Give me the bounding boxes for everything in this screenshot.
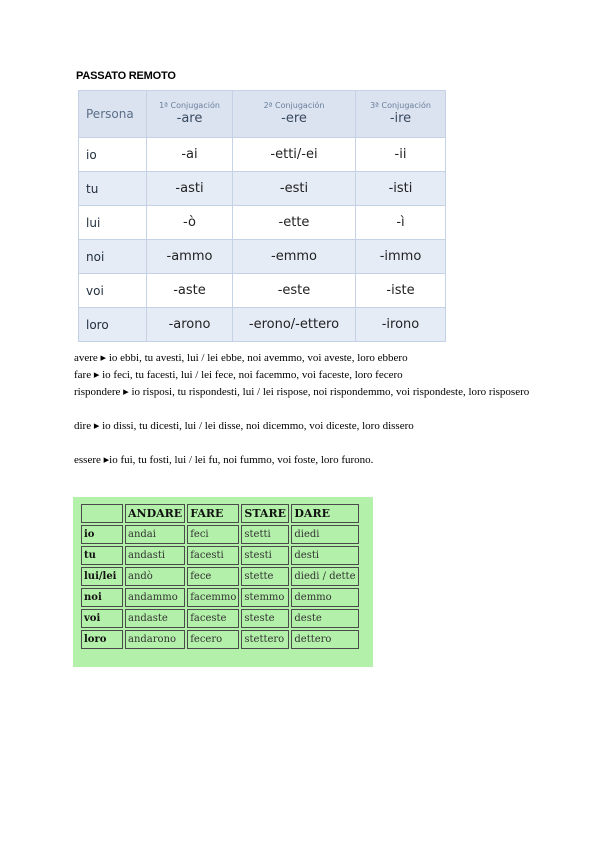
ending-cell: -iste [356, 274, 446, 308]
ending-cell: -arono [147, 308, 233, 342]
conjugation-table [78, 90, 446, 342]
conjugation-column-header [233, 91, 356, 138]
ending-cell: -emmo [233, 240, 356, 274]
table-row [79, 308, 446, 342]
table-row [81, 546, 359, 565]
form-cell: stettero [241, 630, 289, 649]
table-row [81, 588, 359, 607]
form-cell: fece [187, 567, 239, 586]
person-cell: tu [81, 546, 123, 565]
form-cell: steste [241, 609, 289, 628]
form-cell: facesti [187, 546, 239, 565]
form-cell: andò [125, 567, 185, 586]
table-row [79, 274, 446, 308]
verb-example-rispondere: rispondere ▸ io risposi, tu rispondesti, lui / lei rispose, noi rispondemmo, voi rispondeste, loro risposero [74, 386, 530, 398]
person-cell: lui/lei [81, 567, 123, 586]
person-cell: io [81, 525, 123, 544]
form-cell: andai [125, 525, 185, 544]
conjugation-column-header [147, 91, 233, 138]
table-row [79, 240, 446, 274]
form-cell: dettero [291, 630, 358, 649]
verb-examples [74, 350, 544, 469]
ending-cell: -isti [356, 172, 446, 206]
ending-cell: -esti [233, 172, 356, 206]
header-cell [81, 504, 123, 523]
header-cell: STARE [241, 504, 289, 523]
ending-cell: -ì [356, 206, 446, 240]
ending-cell: -irono [356, 308, 446, 342]
ending-cell: -este [233, 274, 356, 308]
ending-cell: -ette [233, 206, 356, 240]
form-cell: demmo [291, 588, 358, 607]
conjugation-label: 3ª Conjugación [370, 101, 431, 110]
form-cell: andaste [125, 609, 185, 628]
verb-example-essere: essere ▸io fui, tu fosti, lui / lei fu, noi fummo, voi foste, loro furono. [74, 454, 374, 466]
person-cell: loro [79, 308, 147, 342]
persona-header: Persona [79, 91, 147, 138]
form-cell: diedi [291, 525, 358, 544]
ending-cell: -ai [147, 138, 233, 172]
ending-cell: -ii [356, 138, 446, 172]
conjugation-label: 1ª Conjugación [159, 101, 220, 110]
form-cell: fecero [187, 630, 239, 649]
conjugation-ending: -ire [389, 111, 412, 126]
form-cell: deste [291, 609, 358, 628]
irregular-header-row [81, 504, 359, 523]
person-cell: lui [79, 206, 147, 240]
form-cell: feci [187, 525, 239, 544]
table-row [81, 630, 359, 649]
header-cell: DARE [291, 504, 358, 523]
conjugation-header-row [79, 91, 446, 138]
verb-example-avere: avere ▸ io ebbi, tu avesti, lui / lei ebbe, noi avemmo, voi aveste, loro ebbero [74, 352, 408, 364]
form-cell: stetti [241, 525, 289, 544]
conjugation-ending: -are [176, 111, 203, 126]
form-cell: stesti [241, 546, 289, 565]
irregular-verbs-table [79, 502, 361, 651]
person-cell: tu [79, 172, 147, 206]
table-row [79, 206, 446, 240]
ending-cell: -etti/-ei [233, 138, 356, 172]
person-cell: noi [81, 588, 123, 607]
ending-cell: -ò [147, 206, 233, 240]
conjugation-column-header [356, 91, 446, 138]
form-cell: facemmo [187, 588, 239, 607]
conjugation-label: 2ª Conjugación [263, 101, 325, 110]
ending-cell: -aste [147, 274, 233, 308]
table-row [79, 138, 446, 172]
form-cell: andammo [125, 588, 185, 607]
person-cell: io [79, 138, 147, 172]
conjugation-ending: -ere [281, 111, 307, 126]
form-cell: stemmo [241, 588, 289, 607]
table-row [81, 567, 359, 586]
person-cell: voi [79, 274, 147, 308]
form-cell: diedi / dette [291, 567, 358, 586]
ending-cell: -ammo [147, 240, 233, 274]
form-cell: stette [241, 567, 289, 586]
irregular-verbs-panel [73, 497, 373, 667]
verb-example-fare: fare ▸ io feci, tu facesti, lui / lei fece, noi facemmo, voi faceste, loro fecero [74, 369, 403, 381]
table-row [81, 609, 359, 628]
header-cell: FARE [187, 504, 239, 523]
ending-cell: -erono/-ettero [233, 308, 356, 342]
form-cell: andasti [125, 546, 185, 565]
form-cell: faceste [187, 609, 239, 628]
person-cell: loro [81, 630, 123, 649]
header-cell: ANDARE [125, 504, 185, 523]
form-cell: andarono [125, 630, 185, 649]
person-cell: noi [79, 240, 147, 274]
table-row [79, 172, 446, 206]
table-row [81, 525, 359, 544]
ending-cell: -immo [356, 240, 446, 274]
page-title: PASSATO REMOTO [76, 70, 176, 82]
form-cell: desti [291, 546, 358, 565]
ending-cell: -asti [147, 172, 233, 206]
verb-example-dire: dire ▸ io dissi, tu dicesti, lui / lei disse, noi dicemmo, voi diceste, loro dissero [74, 420, 414, 432]
person-cell: voi [81, 609, 123, 628]
